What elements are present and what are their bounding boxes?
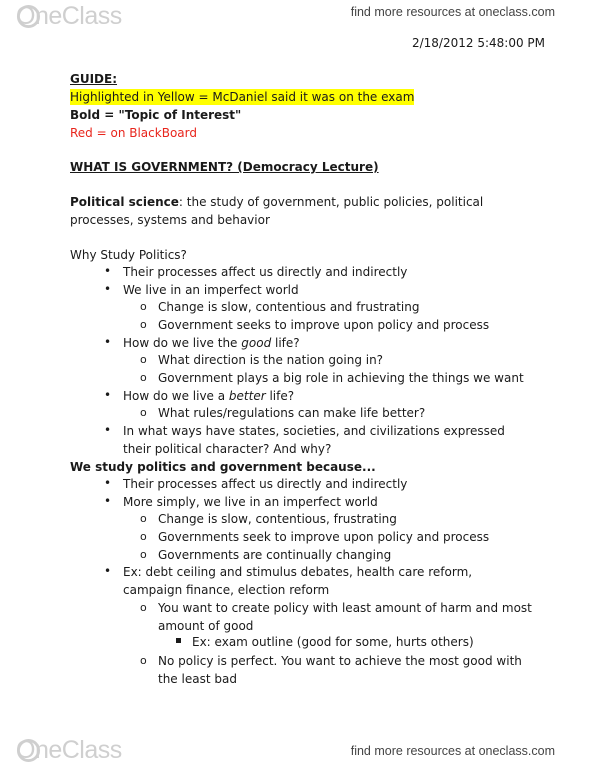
document-timestamp: 2/18/2012 5:48:00 PM <box>411 36 545 50</box>
bullet-icon: • <box>104 423 112 437</box>
list-item <box>123 388 294 404</box>
list-item-emphasis: good <box>241 336 272 350</box>
list-item: Change is slow, contentious and frustrating <box>158 300 420 314</box>
sub-bullet-icon: o <box>140 318 147 331</box>
find-resources-link[interactable]: find more resources at oneclass.com <box>350 5 555 19</box>
bullet-icon: • <box>104 335 112 349</box>
guide-red-legend: Red = on BlackBoard <box>70 126 197 140</box>
definition-text: : the study of government, public policies, political <box>178 195 484 209</box>
list-item: Government seeks to improve upon policy and process <box>158 318 490 332</box>
bullet-icon: • <box>104 282 112 296</box>
oneclass-logo <box>16 2 122 31</box>
list-item: In what ways have states, societies, and civilizations expressed <box>123 424 505 438</box>
list-item: Ex: debt ceiling and stimulus debates, health care reform, <box>123 565 473 579</box>
sub-bullet-icon: o <box>140 406 147 419</box>
sub-bullet-icon: o <box>140 300 147 313</box>
list-item: We live in an imperfect world <box>123 283 299 297</box>
list-item-text: How do we live a <box>123 389 229 403</box>
list-item: Ex: exam outline (good for some, hurts others) <box>192 635 474 649</box>
list-item: Their processes affect us directly and indirectly <box>123 265 408 279</box>
oneclass-logo-text: OneClass <box>16 736 122 764</box>
list-item: Governments seek to improve upon policy and process <box>158 530 490 544</box>
guide-title: GUIDE: <box>70 72 118 86</box>
bullet-icon: • <box>104 494 112 508</box>
list-item-emphasis: better <box>228 389 266 403</box>
sub-bullet-icon: o <box>140 654 147 667</box>
guide-bold-legend: Bold = "Topic of Interest" <box>70 108 242 122</box>
oneclass-logo-footer <box>16 736 122 765</box>
bullet-icon: • <box>104 564 112 578</box>
list-item-continuation: amount of good <box>158 619 254 633</box>
bullet-icon: • <box>104 388 112 402</box>
oneclass-logo-text: OneClass <box>16 2 122 30</box>
list-item: Government plays a big role in achieving the things we want <box>158 371 524 385</box>
list-item: Their processes affect us directly and indirectly <box>123 477 408 491</box>
list-item-continuation: campaign finance, election reform <box>123 583 330 597</box>
study-heading: We study politics and government because... <box>70 460 376 474</box>
sub-bullet-icon: o <box>140 353 147 366</box>
list-item-continuation: their political character? And why? <box>123 442 332 456</box>
find-resources-link-footer[interactable]: find more resources at oneclass.com <box>350 744 555 758</box>
square-bullet-icon <box>176 638 181 643</box>
why-heading: Why Study Politics? <box>70 248 187 262</box>
definition-term: Political science <box>70 195 179 209</box>
list-item-text: life? <box>271 336 300 350</box>
sub-bullet-icon: o <box>140 601 147 614</box>
list-item: More simply, we live in an imperfect world <box>123 495 378 509</box>
list-item: Governments are continually changing <box>158 548 392 562</box>
list-item: What direction is the nation going in? <box>158 353 384 367</box>
definition-line-1 <box>70 194 483 210</box>
list-item-text: How do we live the <box>123 336 242 350</box>
list-item: Change is slow, contentious, frustrating <box>158 512 397 526</box>
list-item: What rules/regulations can make life better? <box>158 406 426 420</box>
list-item <box>123 335 300 351</box>
sub-bullet-icon: o <box>140 548 147 561</box>
list-item: No policy is perfect. You want to achieve the most good with <box>158 654 522 668</box>
list-item-text: life? <box>265 389 295 403</box>
sub-bullet-icon: o <box>140 371 147 384</box>
guide-yellow-legend: Highlighted in Yellow = McDaniel said it was on the exam <box>70 90 415 104</box>
definition-line-2: processes, systems and behavior <box>70 213 270 227</box>
sub-bullet-icon: o <box>140 512 147 525</box>
sub-bullet-icon: o <box>140 530 147 543</box>
bullet-icon: • <box>104 264 112 278</box>
bullet-icon: • <box>104 476 112 490</box>
section-title: WHAT IS GOVERNMENT? (Democracy Lecture) <box>70 160 379 174</box>
list-item: You want to create policy with least amount of harm and most <box>158 601 532 615</box>
list-item-continuation: the least bad <box>158 672 237 686</box>
